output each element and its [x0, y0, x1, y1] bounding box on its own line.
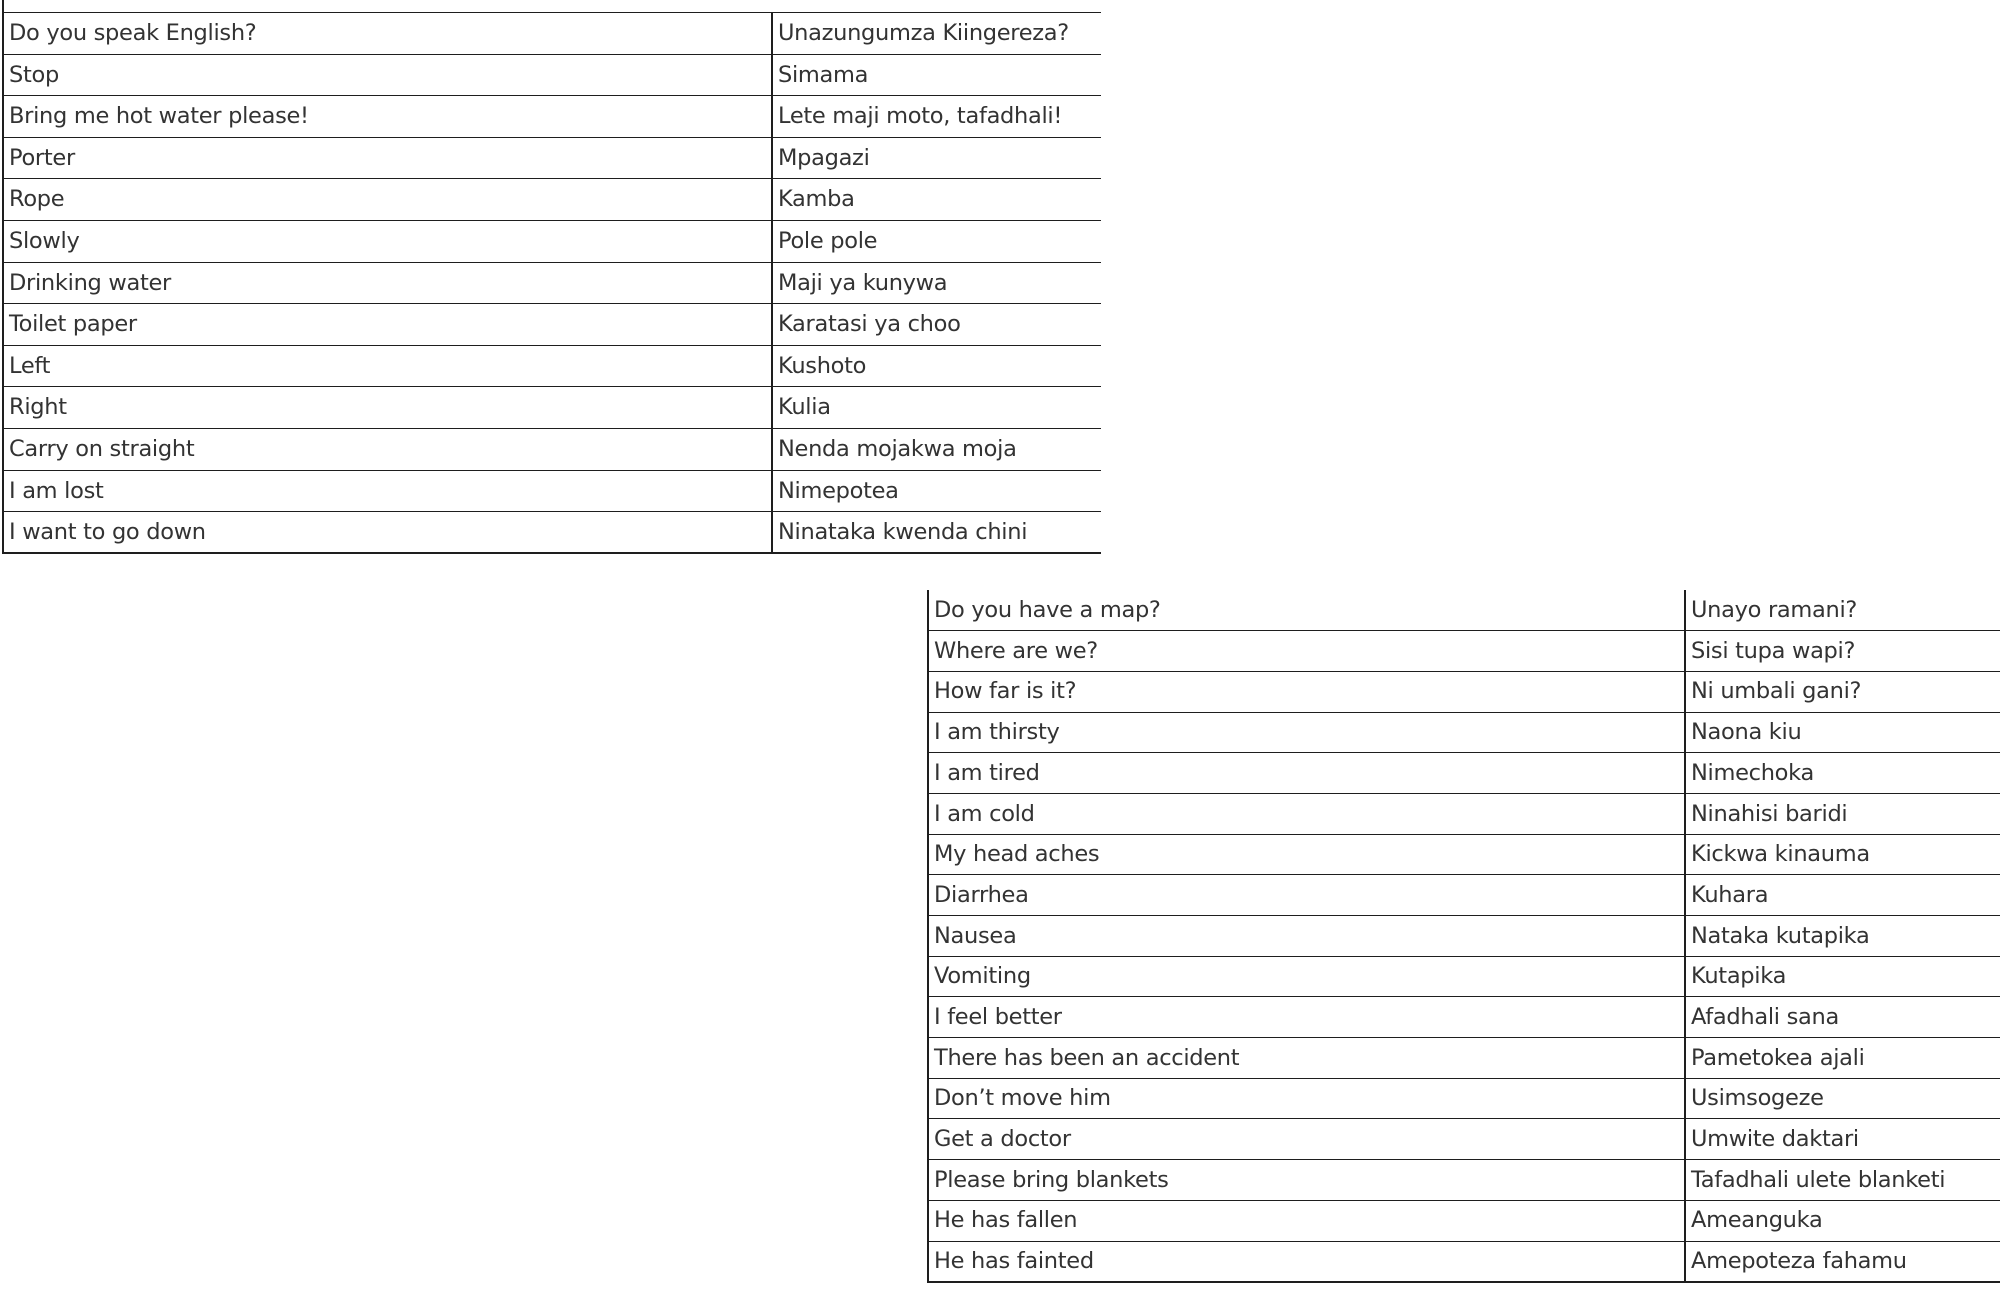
table-row — [928, 1241, 2000, 1282]
phrase-table-body — [928, 590, 2000, 1282]
english-phrase: I am cold — [928, 793, 1685, 834]
swahili-phrase: Ninataka kwenda chini — [772, 512, 1101, 554]
swahili-phrase: Nimepotea — [772, 470, 1101, 512]
english-phrase: Nausea — [928, 916, 1685, 957]
table-row — [3, 304, 1101, 346]
english-phrase: He has fainted — [928, 1241, 1685, 1282]
swahili-phrase: Nenda mojakwa moja — [772, 428, 1101, 470]
swahili-phrase: Kuhara — [1685, 875, 2000, 916]
swahili-phrase: Pole pole — [772, 220, 1101, 262]
table-row — [928, 712, 2000, 753]
table-row — [928, 671, 2000, 712]
swahili-phrase: Usimsogeze — [1685, 1078, 2000, 1119]
swahili-phrase: Ninahisi baridi — [1685, 793, 2000, 834]
english-phrase: Stop — [3, 54, 772, 96]
swahili-phrase: Amepoteza fahamu — [1685, 1241, 2000, 1282]
swahili-phrase: Kulia — [772, 387, 1101, 429]
english-phrase: Get a doctor — [928, 1119, 1685, 1160]
phrase-table-2 — [927, 590, 2000, 1283]
english-phrase: How far is it? — [928, 671, 1685, 712]
phrase-table-body — [3, 13, 1101, 554]
swahili-phrase: Tafadhali ulete blanketi — [1685, 1160, 2000, 1201]
english-phrase: Where are we? — [928, 631, 1685, 672]
table-row — [928, 956, 2000, 997]
table-row — [3, 387, 1101, 429]
english-phrase: Slowly — [3, 220, 772, 262]
table-row — [3, 13, 1101, 55]
table-row — [928, 631, 2000, 672]
swahili-phrase: Kickwa kinauma — [1685, 834, 2000, 875]
table-row — [928, 916, 2000, 957]
swahili-phrase: Umwite daktari — [1685, 1119, 2000, 1160]
table-row — [3, 262, 1101, 304]
table-row — [928, 875, 2000, 916]
swahili-phrase: Sisi tupa wapi? — [1685, 631, 2000, 672]
english-phrase: Drinking water — [3, 262, 772, 304]
swahili-phrase: Ameanguka — [1685, 1200, 2000, 1241]
swahili-phrase: Nimechoka — [1685, 753, 2000, 794]
table-row — [928, 753, 2000, 794]
english-phrase: He has fallen — [928, 1200, 1685, 1241]
swahili-phrase: Karatasi ya choo — [772, 304, 1101, 346]
table-row — [928, 834, 2000, 875]
table-row — [3, 54, 1101, 96]
english-phrase: Please bring blankets — [928, 1160, 1685, 1201]
swahili-phrase: Simama — [772, 54, 1101, 96]
english-phrase: I want to go down — [3, 512, 772, 554]
table-row — [928, 1078, 2000, 1119]
english-phrase: Left — [3, 345, 772, 387]
english-phrase: I am tired — [928, 753, 1685, 794]
swahili-phrase: Nataka kutapika — [1685, 916, 2000, 957]
table-row — [928, 997, 2000, 1038]
table-row — [928, 1160, 2000, 1201]
table-row — [928, 1200, 2000, 1241]
english-phrase: Toilet paper — [3, 304, 772, 346]
table-row — [3, 96, 1101, 138]
table-row — [928, 1119, 2000, 1160]
table-row — [3, 512, 1101, 554]
english-phrase: Carry on straight — [3, 428, 772, 470]
swahili-phrase: Kamba — [772, 179, 1101, 221]
swahili-phrase: Ni umbali gani? — [1685, 671, 2000, 712]
english-phrase: Diarrhea — [928, 875, 1685, 916]
english-phrase: Bring me hot water please! — [3, 96, 772, 138]
swahili-phrase: Mpagazi — [772, 137, 1101, 179]
english-phrase: I am thirsty — [928, 712, 1685, 753]
table-row — [3, 220, 1101, 262]
english-phrase: My head aches — [928, 834, 1685, 875]
english-phrase: Don’t move him — [928, 1078, 1685, 1119]
table-row — [928, 793, 2000, 834]
table-row — [3, 345, 1101, 387]
table-row — [928, 1038, 2000, 1079]
swahili-phrase: Afadhali sana — [1685, 997, 2000, 1038]
english-phrase: Right — [3, 387, 772, 429]
swahili-phrase: Naona kiu — [1685, 712, 2000, 753]
table-row — [3, 179, 1101, 221]
swahili-phrase: Lete maji moto, tafadhali! — [772, 96, 1101, 138]
swahili-phrase: Kushoto — [772, 345, 1101, 387]
table-row — [3, 470, 1101, 512]
english-phrase: There has been an accident — [928, 1038, 1685, 1079]
table-row — [928, 590, 2000, 631]
swahili-phrase: Unazungumza Kiingereza? — [772, 13, 1101, 55]
swahili-phrase: Kutapika — [1685, 956, 2000, 997]
table-row — [3, 137, 1101, 179]
english-phrase: Porter — [3, 137, 772, 179]
english-phrase: Vomiting — [928, 956, 1685, 997]
swahili-phrase: Unayo ramani? — [1685, 590, 2000, 631]
english-phrase: I am lost — [3, 470, 772, 512]
english-phrase: Do you have a map? — [928, 590, 1685, 631]
table-row — [3, 428, 1101, 470]
swahili-phrase: Maji ya kunywa — [772, 262, 1101, 304]
english-phrase: I feel better — [928, 997, 1685, 1038]
english-phrase: Rope — [3, 179, 772, 221]
phrase-table-1 — [2, 12, 1101, 554]
english-phrase: Do you speak English? — [3, 13, 772, 55]
swahili-phrase: Pametokea ajali — [1685, 1038, 2000, 1079]
